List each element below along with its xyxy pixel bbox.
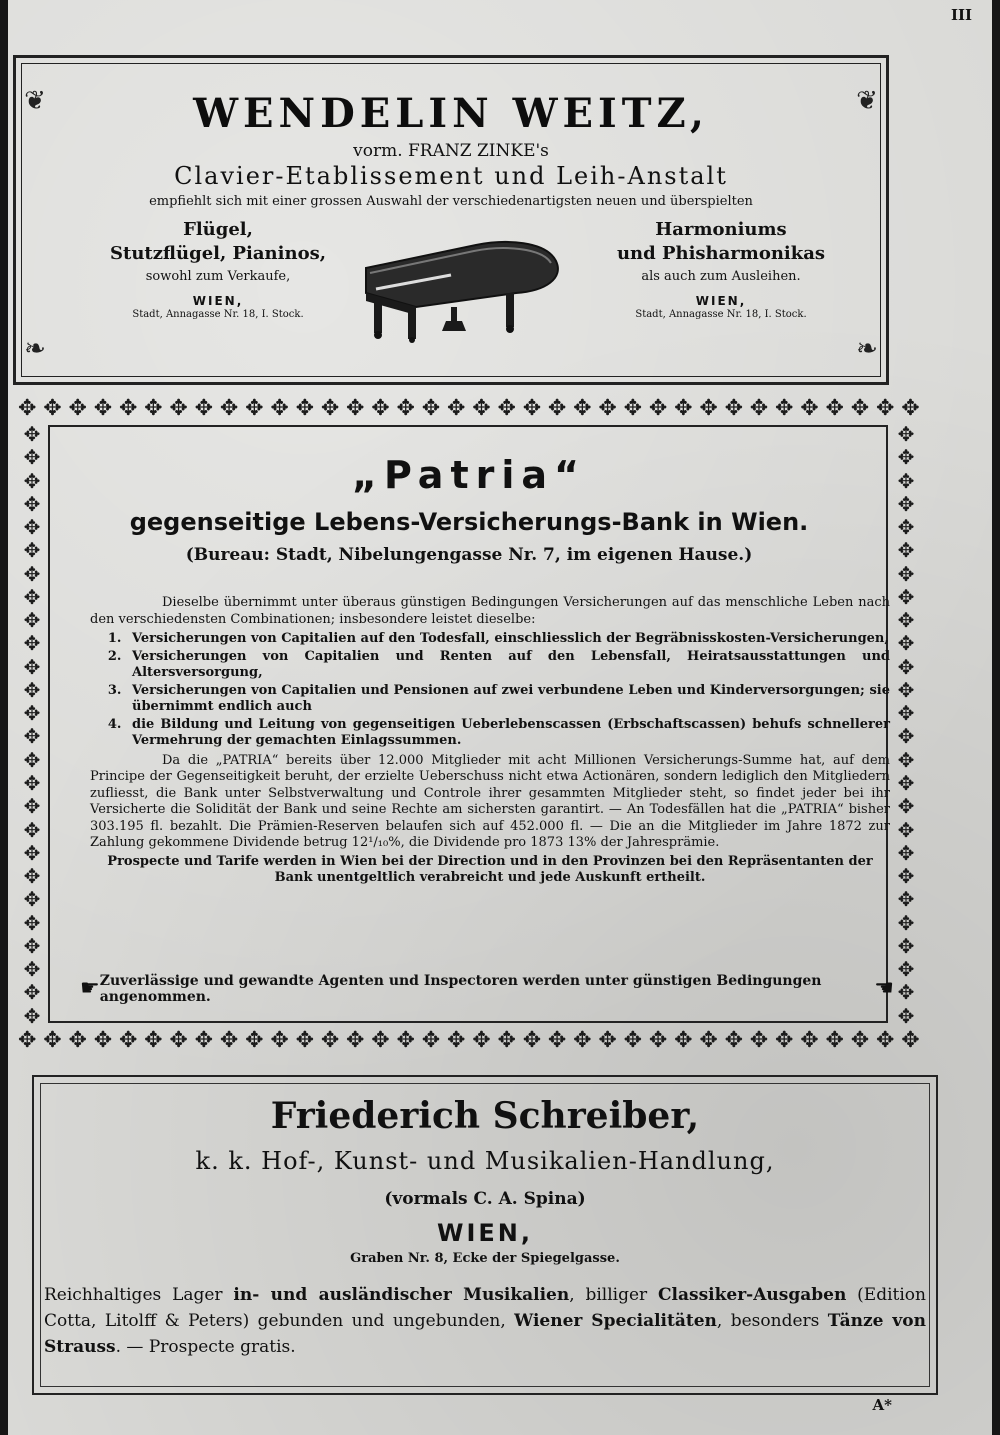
ornament-icon: ✥ (775, 1028, 794, 1053)
ad-patria-office: (Bureau: Stadt, Nibelungengasse Nr. 7, im eigenen Hause.) (185, 545, 753, 565)
ornament-icon: ✥ (194, 396, 214, 421)
ornament-icon: ✥ (245, 396, 264, 421)
ornament-icon: ✥ (897, 770, 915, 795)
ad-patria-agents: Zuverlässige und gewandte Agenten und Inspectoren werden unter günstigen Bedingungen angenommen. (99, 973, 822, 1005)
ornament-corner-icon: ❦ (856, 86, 878, 116)
ornament-icon: ✥ (897, 794, 915, 819)
ornament-icon: ✥ (897, 515, 915, 540)
page-number: III (950, 6, 972, 24)
page-signature: A* (872, 1396, 892, 1414)
ornament-icon: ✥ (23, 491, 41, 516)
ad-schreiber-city: WIEN, (437, 1219, 533, 1247)
ornament-icon: ✥ (93, 1028, 113, 1053)
ornament-icon: ✥ (897, 677, 915, 702)
ornament-icon: ✥ (749, 396, 769, 421)
ornament-icon: ✥ (295, 1028, 315, 1053)
desc-text: Reichhaltiges Lager (44, 1285, 234, 1305)
ornament-icon: ✥ (875, 396, 895, 421)
ad-patria-paragraph: Da die „PATRIA“ bereits über 12.000 Mitglieder mit acht Millionen Versicherungs-Summe hat, auf dem Principe der Gegenseitigkeit beruht, der erzielte Ueberschuss nicht etwa Actionären, sondern lediglich den Mitgliedern zufliesst, die Bank unter Selbstverwaltung und Controle ihrer gesammten Mitglieder steht, so findet jeder bei ihr Versicherte die Solidität der Bank und seine Rechte am sichersten garantirt. — An Todesfällen hat die „PATRIA“ bisher 303.195 fl. bezahlt. Die Prämien-Reserven belaufen sich auf 452.000 fl. — Die an die Mitglieder im Jahre 1872 zur Zahlung gekommene Dividende betrug 12¹/₁₀%, die Dividende pro 1873 13% der Jahresprämie. (90, 752, 890, 850)
ornament-icon: ✥ (23, 933, 41, 958)
ornament-icon: ✥ (897, 747, 915, 772)
ad-weitz-right-line3: als auch zum Ausleihen. (641, 269, 801, 284)
list-item: 2. Versicherungen von Capitalien und Renten auf den Lebensfall, Heiratsausstattungen und Altersversorgung, (126, 649, 890, 682)
ornament-icon: ✥ (749, 1028, 769, 1053)
ornament-icon: ✥ (699, 396, 718, 421)
ornament-icon: ✥ (573, 396, 592, 421)
ornament-icon: ✥ (547, 396, 567, 421)
ornament-icon: ✥ (371, 1028, 390, 1053)
ornament-icon: ✥ (724, 396, 743, 421)
ad-schreiber-trade: k. k. Hof-, Kunst- und Musikalien-Handlung, (195, 1147, 775, 1175)
ornament-icon: ✥ (446, 396, 466, 421)
ornament-icon: ✥ (23, 724, 41, 749)
ornament-icon: ✥ (23, 445, 41, 470)
ornament-icon: ✥ (23, 980, 41, 1005)
ornament-icon: ✥ (724, 1028, 743, 1053)
ornament-icon: ✥ (497, 1028, 516, 1053)
ornament-icon: ✥ (421, 396, 441, 421)
ornament-icon: ✥ (23, 654, 41, 679)
ornament-icon: ✥ (219, 1028, 239, 1053)
ad-patria-list (90, 631, 890, 750)
ad-weitz-recommendation: empfiehlt sich mit einer grossen Auswahl der verschiedenartigsten neuen und überspielten (149, 194, 753, 209)
ornament-icon: ✥ (270, 396, 289, 421)
ornament-icon: ✥ (446, 1028, 466, 1053)
list-item: 4. die Bildung und Leitung von gegenseitigen Ueberlebenscassen (Erbschaftscassen) behufs schnellerer Vermehrung der gemachten Einlagssummen. (126, 717, 890, 750)
ornament-icon: ✥ (875, 1028, 895, 1053)
ad-weitz-left-line2: Stutzflügel, Pianinos, (110, 243, 326, 264)
ornament-icon: ✥ (522, 1028, 542, 1053)
ornament-icon: ✥ (23, 817, 41, 842)
ornament-icon: ✥ (897, 631, 915, 656)
desc-text: , billiger (569, 1285, 659, 1305)
ornament-icon: ✥ (897, 423, 915, 446)
desc-bold: Classiker-Ausgaben (658, 1285, 847, 1305)
ornament-icon: ✥ (23, 584, 41, 609)
ornament-icon: ✥ (346, 396, 365, 421)
ornament-icon: ✥ (396, 1028, 415, 1053)
ornament-icon: ✥ (68, 396, 87, 421)
ornament-corner-icon: ❧ (24, 334, 46, 364)
ad-schreiber (32, 1075, 938, 1395)
ad-weitz (13, 55, 889, 385)
ornament-icon: ✥ (648, 396, 668, 421)
ornament-icon: ✥ (897, 910, 915, 935)
ad-patria-closing: Prospecte und Tarife werden in Wien bei der Direction und in den Provinzen bei den Repräsentanten der Bank unentgeltlich verabreicht und jede Auskunft ertheilt. (107, 853, 873, 885)
desc-text: , besonders (716, 1311, 828, 1331)
ornament-icon: ✥ (320, 1028, 340, 1053)
ornament-icon: ✥ (346, 1028, 365, 1053)
ad-weitz-right-line2: und Phisharmonikas (616, 243, 826, 264)
ad-weitz-formerly: vorm. FRANZ ZINKE's (353, 141, 549, 161)
ornament-icon: ✥ (775, 396, 794, 421)
desc-bold: Wiener Specialitäten (514, 1311, 717, 1331)
ornament-icon: ✥ (897, 933, 915, 958)
ornament-icon: ✥ (169, 396, 188, 421)
ad-schreiber-name: Friederich Schreiber, (270, 1095, 700, 1137)
ad-weitz-left-line3: sowohl zum Verkaufe, (145, 269, 291, 284)
ornament-icon: ✥ (623, 396, 643, 421)
ad-patria-subtitle: gegenseitige Lebens-Versicherungs-Bank in Wien. (129, 508, 809, 536)
ad-weitz-right-address: Stadt, Annagasse Nr. 18, I. Stock. (635, 309, 807, 320)
ad-schreiber-formerly: (vormals C. A. Spina) (384, 1189, 586, 1209)
ornament-icon: ✥ (674, 1028, 693, 1053)
ornament-icon: ✥ (573, 1028, 592, 1053)
ornament-icon: ✥ (23, 887, 41, 912)
ornament-icon: ✥ (850, 396, 870, 421)
ornament-icon: ✥ (897, 817, 915, 842)
ad-patria (18, 395, 920, 1055)
ornament-icon: ✥ (23, 561, 41, 586)
ad-patria-title: „Patria“ (352, 453, 586, 497)
ornament-icon: ✥ (897, 491, 915, 516)
ornament-icon: ✥ (23, 840, 41, 865)
ornament-icon: ✥ (194, 1028, 214, 1053)
ad-weitz-left-city: WIEN, (192, 294, 244, 308)
ornament-icon: ✥ (897, 561, 915, 586)
ornament-icon: ✥ (245, 1028, 264, 1053)
ornament-icon: ✥ (897, 1003, 915, 1027)
ornament-icon: ✥ (850, 1028, 870, 1053)
ornament-icon: ✥ (472, 1028, 491, 1053)
list-item: 3. Versicherungen von Capitalien und Pensionen auf zwei verbundene Leben und Kinderversorgungen; sie übernimmt endlich auch (126, 683, 890, 716)
ad-weitz-firm: WENDELIN WEITZ, (193, 90, 709, 137)
ornament-icon: ✥ (23, 747, 41, 772)
ornament-icon: ✥ (23, 677, 41, 702)
ornament-icon: ✥ (897, 980, 915, 1005)
ornament-icon: ✥ (144, 396, 163, 421)
ornament-icon: ✥ (219, 396, 239, 421)
ornament-icon: ✥ (800, 396, 819, 421)
ornament-icon: ✥ (295, 396, 315, 421)
ornament-icon: ✥ (547, 1028, 567, 1053)
ornament-icon: ✥ (901, 1028, 920, 1053)
ornament-icon: ✥ (897, 887, 915, 912)
ornament-icon: ✥ (674, 396, 693, 421)
ornament-icon: ✥ (648, 1028, 668, 1053)
ad-patria-agents-line (80, 973, 894, 1005)
ornament-icon: ✥ (23, 608, 41, 633)
desc-bold: Tänze von Strauss (44, 1311, 926, 1357)
ornament-border-top (18, 395, 920, 423)
ornament-icon: ✥ (93, 396, 113, 421)
desc-text: (Edition Cotta, Litolff & Peters) gebunden und ungebunden, (44, 1285, 926, 1331)
ornament-icon: ✥ (371, 396, 390, 421)
ornament-corner-icon: ❧ (856, 334, 878, 364)
ornament-border-bottom (18, 1027, 920, 1055)
ornament-icon: ✥ (897, 864, 915, 889)
ornament-icon: ✥ (897, 840, 915, 865)
ornament-icon: ✥ (897, 724, 915, 749)
ornament-icon: ✥ (522, 396, 542, 421)
ornament-icon: ✥ (118, 396, 138, 421)
ornament-icon: ✥ (897, 654, 915, 679)
ornament-icon: ✥ (23, 864, 41, 889)
ornament-icon: ✥ (901, 396, 920, 421)
ornament-icon: ✥ (897, 538, 915, 563)
ornament-icon: ✥ (421, 1028, 441, 1053)
ornament-icon: ✥ (23, 794, 41, 819)
ad-weitz-right-line1: Harmoniums (655, 219, 787, 240)
ornament-icon: ✥ (897, 957, 915, 982)
ornament-icon: ✥ (598, 396, 617, 421)
list-item: 1. Versicherungen von Capitalien auf den Todesfall, einschliesslich der Begräbnisskosten-Versicherungen, (126, 631, 890, 648)
ornament-icon: ✥ (23, 423, 41, 446)
ornament-corner-icon: ❦ (24, 86, 46, 116)
ad-weitz-business: Clavier-Etablissement und Leih-Anstalt (174, 162, 728, 190)
ornament-icon: ✥ (23, 631, 41, 656)
ornament-icon: ✥ (825, 396, 844, 421)
pointing-hand-right-icon: ☛ (80, 976, 100, 1001)
ornament-icon: ✥ (472, 396, 491, 421)
ad-weitz-right-city: WIEN, (695, 294, 747, 308)
ornament-icon: ✥ (43, 1028, 62, 1053)
ad-patria-body (90, 595, 890, 887)
ad-schreiber-address: Graben Nr. 8, Ecke der Spiegelgasse. (350, 1251, 620, 1266)
ad-weitz-right-column (576, 218, 866, 321)
ad-weitz-left-column (88, 218, 348, 321)
ornament-icon: ✥ (897, 468, 915, 493)
ornament-icon: ✥ (396, 396, 415, 421)
ornament-icon: ✥ (23, 515, 41, 540)
ad-schreiber-description (44, 1282, 926, 1360)
ornament-icon: ✥ (623, 1028, 643, 1053)
ad-weitz-left-line1: Flügel, (183, 219, 253, 240)
ornament-icon: ✥ (270, 1028, 289, 1053)
document-page (8, 0, 992, 1435)
ornament-icon: ✥ (897, 701, 915, 726)
ad-weitz-left-address: Stadt, Annagasse Nr. 18, I. Stock. (132, 309, 304, 320)
ornament-icon: ✥ (23, 1003, 41, 1027)
ornament-icon: ✥ (699, 1028, 718, 1053)
ornament-icon: ✥ (23, 770, 41, 795)
ornament-icon: ✥ (144, 1028, 163, 1053)
ad-patria-intro: Dieselbe übernimmt unter überaus günstigen Bedingungen Versicherungen auf das menschliche Leben nach den verschiedensten Combinationen; insbesondere leistet dieselbe: (90, 595, 890, 627)
ornament-icon: ✥ (18, 1028, 37, 1053)
ornament-icon: ✥ (897, 608, 915, 633)
ornament-icon: ✥ (23, 538, 41, 563)
ornament-icon: ✥ (169, 1028, 188, 1053)
ornament-icon: ✥ (23, 910, 41, 935)
ornament-icon: ✥ (598, 1028, 617, 1053)
pointing-hand-left-icon: ☚ (874, 976, 894, 1001)
ornament-icon: ✥ (800, 1028, 819, 1053)
ornament-icon: ✥ (897, 584, 915, 609)
desc-bold: in- und ausländischer Musikalien (233, 1285, 570, 1305)
ornament-icon: ✥ (497, 396, 516, 421)
ornament-icon: ✥ (320, 396, 340, 421)
ornament-icon: ✥ (118, 1028, 138, 1053)
ornament-icon: ✥ (23, 701, 41, 726)
ornament-icon: ✥ (43, 396, 62, 421)
ornament-icon: ✥ (68, 1028, 87, 1053)
ornament-icon: ✥ (18, 396, 37, 421)
ornament-icon: ✥ (23, 957, 41, 982)
grand-piano-illustration (356, 223, 566, 343)
ornament-icon: ✥ (897, 445, 915, 470)
ornament-icon: ✥ (825, 1028, 844, 1053)
desc-text: . — Prospecte gratis. (115, 1337, 296, 1357)
ornament-icon: ✥ (23, 468, 41, 493)
